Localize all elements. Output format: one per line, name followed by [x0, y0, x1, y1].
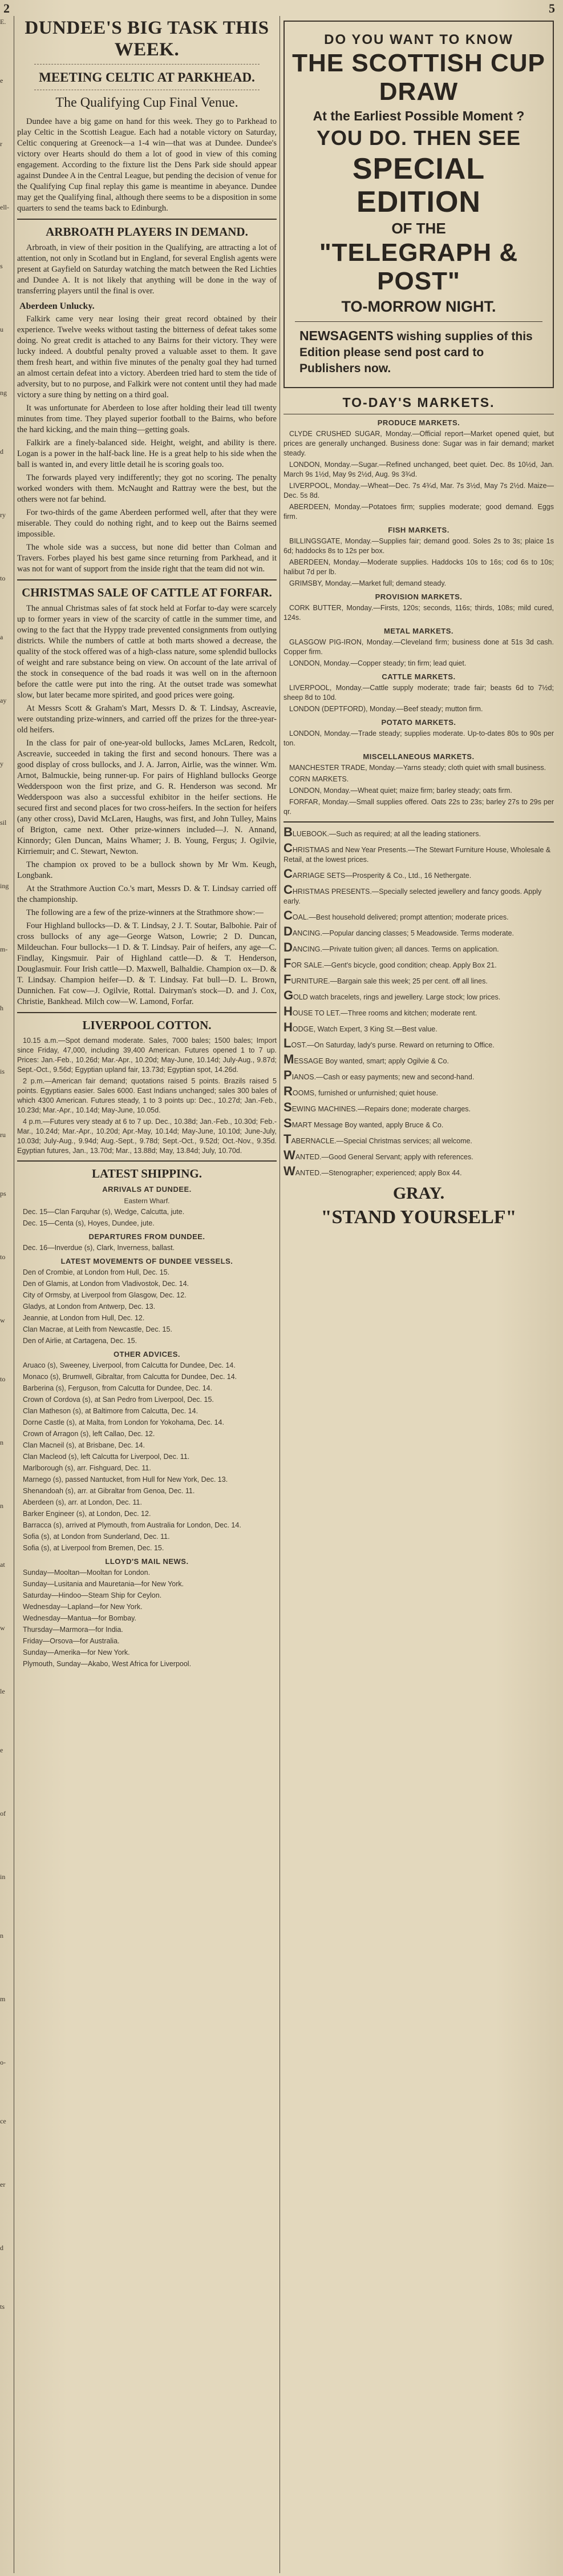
market-report: GLASGOW PIG-IRON, Monday.—Cleveland firm; business done at 51s 3d cash. Copper firm.: [283, 638, 554, 656]
right-column: [283, 17, 554, 2569]
shipping-line: Shenandoah (s), arr. at Gibraltar from Genoa, Dec. 11.: [23, 1487, 195, 1495]
article-paragraph: Arbroath, in view of their position in the Qualifying, are attracting a lot of attention, not only in Scotland but in England, for several English agents were present at Gayfield on Saturday watching the match between the Red Lichties and Dundee A. It is not likely that anything will be done in the way of transferring players until the final is over.: [17, 243, 277, 296]
advert-line: At the Earliest Possible Moment ?: [313, 108, 525, 123]
gutter-fragment: ce: [0, 2117, 6, 2125]
arbroath-article: [17, 243, 277, 297]
classified-ad: [283, 1086, 554, 1098]
gutter-fragment: to: [0, 574, 6, 582]
article-paragraph: The whole side was a success, but none did better than Colman and Travers. Forbes played his best game since returning from Parkhead, and it was not for want of support from the inside right that the team did not win.: [17, 543, 277, 574]
classified-text: ANTED.—Good General Servant; apply with references.: [295, 1153, 473, 1161]
classified-initial: B: [283, 825, 293, 839]
gutter-fragment: of: [0, 1809, 6, 1817]
left-page-number: 2: [3, 1, 10, 15]
report-paragraph: 10.15 a.m.—Spot demand moderate. Sales, 7000 bales; 1500 bales; Import since Friday, 47,000, including 39,400 American. Futures opened 1 to 7 up. Prices: Jan.-Feb., 10.26d; Mar.-Apr., 10.20d; May-June, 10.14d; July-Aug., 9.87d; Sept.-Oct., 9.56d; Egyptian upland fair, 13.73d; Egyptian spot, 14.26d.: [17, 1037, 277, 1074]
classified-initial: S: [283, 1116, 292, 1130]
market-report: GRIMSBY, Monday.—Market full; demand steady.: [289, 579, 447, 587]
classified-text: URNITURE.—Bargain sale this week; 25 per cent. off all lines.: [291, 977, 488, 985]
advert-line: YOU DO. THEN SEE: [316, 126, 521, 150]
article-paragraph: Four Highland bullocks—D. & T. Lindsay, 2 J. T. Soutar, Balbohie. Pair of cross bullocks of any age—George Watson, Lowrie; 2 D. Duncan, Mildeuchan. Four bullocks—1 D. & T. Lindsay. Pair of heifers, any age—C. Findlay, Kingsmuir. Pair of Highland cattle—D. & T. Henderson, Douglasmuir. Four Irish cattle—D. Maxwell, Balhaldie. Champion ox—D. & T. Lindsay. Champion heifer—D. & T. Lindsay. Fat bull—D. L. Brown, Dunnichen. Fat cow—J. Ogilvie, Rottal. Dairyman's stock—D. and J. Cox, Christie, Bankhead. Milch cow—W. Lamond, Forfar.: [17, 921, 277, 1006]
gutter-fragment: to: [0, 1253, 6, 1261]
shipping-line: Marnego (s), passed Nantucket, from Hull for New York, Dec. 13.: [23, 1476, 228, 1483]
report-paragraph: 4 p.m.—Futures very steady at 6 to 7 up. Dec., 10.38d; Jan.-Feb., 10.30d; Feb.-Mar., 10.24d; Mar.-Apr., 10.20d; Apr.-May, 10.14d; May-June, 10.10d; June-July, 10.03d; July-Aug., 9.94d; Aug.-Sept., 9.78d; Sept.-Oct., 9.52d; Oct.-Nov., 9.35d. Egyptian futures, Jan., 13.70d; Mar., 13.88d; May, 13.84d; July, 10.70d.: [17, 1118, 277, 1155]
classified-ad: [283, 974, 554, 986]
gutter-fragment: ing: [0, 882, 9, 890]
shipping-line: Dorne Castle (s), at Malta, from London for Yokohama, Dec. 14.: [23, 1418, 224, 1426]
classified-text: ABERNACLE.—Special Christmas services; all welcome.: [291, 1137, 472, 1145]
gutter-fragment: ell-: [0, 203, 9, 211]
shipping-line: Den of Crombie, at London from Hull, Dec. 15.: [23, 1268, 170, 1276]
gutter-text-fragments: [0, 17, 13, 2574]
gutter-fragment: a: [0, 633, 3, 641]
market-report: LONDON (DEPTFORD), Monday.—Beef steady; mutton firm.: [289, 705, 483, 713]
advert-line: TO-MORROW NIGHT.: [341, 298, 496, 315]
classified-ad: [283, 1054, 554, 1066]
classified-text: OUSE TO LET.—Three rooms and kitchen; moderate rent.: [292, 1009, 477, 1017]
classified-text: OOMS, furnished or unfurnished; quiet house.: [292, 1089, 438, 1097]
divider: [295, 321, 542, 322]
market-report: BILLINGSGATE, Monday.—Supplies fair; demand good. Soles 2s to 3s; plaice 1s 6d; haddocks 8s to 12s per box.: [283, 537, 554, 555]
classified-ad: [283, 827, 554, 839]
article-paragraph: The champion ox proved to be a bullock shown by Mr Wm. Keugh, Longbank.: [17, 860, 277, 880]
cotton-headline: LIVERPOOL COTTON.: [82, 1018, 212, 1032]
shipping-section-heading: LLOYD'S MAIL NEWS.: [105, 1557, 189, 1566]
classified-ad: [283, 1118, 554, 1130]
classified-ad: [283, 1134, 554, 1146]
gutter-fragment: ts: [0, 2303, 5, 2311]
classified-text: HRISTMAS PRESENTS.—Specially selected jewellery and fancy goods. Apply early.: [283, 888, 542, 905]
classified-initial: C: [283, 882, 293, 897]
market-section-heading: PRODUCE MARKETS.: [377, 418, 460, 427]
market-report: ABERDEEN, Monday.—Moderate supplies. Haddocks 10s to 16s; cod 6s to 10s; halibut 7d per lb.: [283, 558, 554, 576]
classified-text: ODGE, Watch Expert, 3 King St.—Best value.: [292, 1025, 438, 1033]
market-report: LIVERPOOL, Monday.—Wheat—Dec. 7s 4¾d, Mar. 7s 3½d, May 7s 2½d. Maize—Dec. 5s 8d.: [283, 482, 554, 499]
classified-initial: C: [283, 841, 293, 855]
shipping-line: Clan Matheson (s), at Baltimore from Calcutta, Dec. 14.: [23, 1407, 199, 1415]
shipping-line: Crown of Arragon (s), left Callao, Dec. 12.: [23, 1430, 155, 1438]
gutter-fragment: ng: [0, 389, 7, 397]
article-paragraph: It was unfortunate for Aberdeen to lose after holding their lead till twenty minutes from time. They played superior football to the Bairns, who before the hard kicking, and the main thing—getting goals.: [17, 404, 277, 434]
classified-ad: [283, 1022, 554, 1034]
shipping-line: Wednesday—Mantua—for Bombay.: [23, 1614, 136, 1622]
forfar-headline: CHRISTMAS SALE OF CATTLE AT FORFAR.: [22, 586, 272, 599]
gutter-fragment: ry: [0, 511, 6, 519]
classified-initial: T: [283, 1132, 291, 1146]
right-page-number: 5: [549, 1, 555, 15]
gutter-fragment: n: [0, 1438, 3, 1446]
advert-line: THE SCOTTISH CUP DRAW: [292, 49, 545, 106]
article-paragraph: At Messrs Scott & Graham's Mart, Messrs D. & T. Lindsay, Ascreavie, were outstanding prize-winners, and carried off the prizes for the three-year-old heifers.: [17, 704, 277, 735]
gutter-fragment: h: [0, 1004, 3, 1012]
falkirk-article: [17, 314, 277, 575]
market-report: LIVERPOOL, Monday.—Cattle supply moderate; trade fair; beasts 6d to 7½d; sheep 8d to 10d.: [283, 684, 554, 702]
shipping-line: Crown of Cordova (s), at San Pedro from Liverpool, Dec. 15.: [23, 1396, 214, 1404]
article-paragraph: Falkirk are a finely-balanced side. Height, weight, and ability is there. Logan is a power in the half-back line. He is a great help to his side when the ball is wanted in, and every little detail he is scoring goals too.: [17, 438, 277, 469]
classified-initial: H: [283, 1004, 293, 1018]
newsagents-label: NEWSAGENTS: [299, 328, 394, 343]
article-paragraph: The following are a few of the prize-winners at the Strathmore show:—: [26, 908, 264, 917]
classified-text: IANOS.—Cash or easy payments; new and second-hand.: [291, 1073, 475, 1081]
market-report: FORFAR, Monday.—Small supplies offered. Oats 22s to 23s; barley 27s to 29s per qr.: [283, 798, 554, 816]
special-edition-advert: [283, 21, 554, 388]
advert-line: "TELEGRAPH & POST": [319, 239, 519, 295]
gutter-fragment: d: [0, 448, 3, 455]
classified-text: OR SALE.—Gent's bicycle, good condition; cheap. Apply Box 21.: [291, 961, 497, 969]
shipping-line: Dec. 16—Inverdue (s), Clark, Inverness, ballast.: [23, 1244, 175, 1252]
article-paragraph: At the Strathmore Auction Co.'s mart, Messrs D. & T. Lindsay carried off the championship.: [17, 884, 277, 904]
shipping-line: Clan Macleod (s), left Calcutta for Liverpool, Dec. 11.: [23, 1453, 190, 1461]
shipping-line: Sunday—Lusitania and Mauretania—for New York.: [23, 1580, 184, 1588]
shipping-line: Thursday—Marmora—for India.: [23, 1626, 123, 1634]
article-paragraph: For two-thirds of the game Aberdeen performed well, after that they were miserable. They could do nothing right, and to keep out the Bairns seemed impossible.: [17, 508, 277, 539]
market-report: CORK BUTTER, Monday.—Firsts, 120s; seconds, 116s; thirds, 108s; mild cured, 124s.: [283, 604, 554, 622]
advert-line: OF THE: [391, 220, 446, 237]
classified-ad: [283, 1150, 554, 1162]
classified-initial: F: [283, 956, 291, 970]
gutter-fragment: le: [0, 1687, 5, 1695]
classifieds-list: [283, 827, 554, 1178]
shipping-section-heading: DEPARTURES FROM DUNDEE.: [88, 1232, 205, 1241]
shipping-list: [17, 1184, 277, 1669]
shipping-line: Den of Glamis, at London from Vladivostok, Dec. 14.: [23, 1280, 189, 1288]
left-column: [17, 17, 277, 2569]
shipping-section-heading: ARRIVALS AT DUNDEE.: [102, 1185, 192, 1194]
classified-initial: C: [283, 866, 293, 881]
gutter-fragment: sil: [0, 819, 7, 827]
shipping-section-subheading: Eastern Wharf.: [124, 1197, 170, 1205]
market-report: LONDON, Monday.—Wheat quiet; maize firm; barley steady; oats firm.: [289, 787, 512, 795]
shipping-line: Monaco (s), Brumwell, Gibraltar, from Calcutta for Dundee, Dec. 14.: [23, 1373, 237, 1381]
shipping-line: Barracca (s), arrived at Plymouth, from Australia for London, Dec. 14.: [23, 1521, 241, 1529]
shipping-line: Clan Macneil (s), at Brisbane, Dec. 14.: [23, 1441, 145, 1449]
classified-ad: [283, 926, 554, 938]
markets-title: TO-DAY'S MARKETS.: [342, 395, 495, 410]
classified-text: OLD watch bracelets, rings and jewellery. Large stock; low prices.: [293, 993, 501, 1001]
dundee-article: [17, 116, 277, 214]
gutter-fragment: m-: [0, 945, 8, 953]
market-section-heading: POTATO MARKETS.: [381, 718, 456, 727]
market-section-heading: CATTLE MARKETS.: [382, 672, 456, 681]
shipping-line: Aberdeen (s), arr. at London, Dec. 11.: [23, 1498, 142, 1506]
gutter-fragment: n: [0, 1502, 3, 1510]
article-paragraph: The forwards played very indifferently; they got no scoring. The penalty worked wonders with them. McNaught and Rattray were the best, but the others were not far behind.: [17, 473, 277, 504]
article-paragraph: Dundee have a big game on hand for this week. They go to Parkhead to play Celtic in the Scottish League. Each had a notable victory on Saturday, Celtic conquering at Greenock—a 1-4 win—that was at Dundee. Dundee's victory over Hearts should do them a lot of good in view of this coming engagement. According to the fixture list the Dens Park side should appear against Dundee A in the Central League, but pending the decision of venue for the Qualifying Cup final replay this game is meantime in abeyance. Dundee may get the Qualifying final, although there seems to be a disposition in some quarters to send the teams back to Edinburgh.: [17, 117, 277, 213]
advert-line: DO YOU WANT TO KNOW: [324, 32, 513, 47]
dundee-subhead-2: The Qualifying Cup Final Venue.: [55, 95, 238, 110]
classified-initial: P: [283, 1068, 292, 1082]
shipping-line: Barberina (s), Ferguson, from Calcutta for Dundee, Dec. 14.: [23, 1384, 213, 1392]
market-section-heading: FISH MARKETS.: [388, 526, 449, 534]
gutter-fragment: e: [0, 76, 3, 84]
section-divider: [17, 219, 277, 220]
classified-ad: [283, 866, 554, 881]
arbroath-subheading: Aberdeen Unlucky.: [19, 301, 95, 311]
gutter-fragment: er: [0, 2180, 6, 2188]
classified-ad: [283, 958, 554, 970]
gutter-fragment: n: [0, 1932, 3, 1940]
shipping-section-heading: OTHER ADVICES.: [113, 1350, 181, 1358]
gutter-fragment: at: [0, 1561, 5, 1569]
classified-ad: [283, 1166, 554, 1178]
newsagents-note: [289, 325, 548, 381]
gutter-fragment: in: [0, 1873, 6, 1881]
classified-initial: W: [283, 1148, 295, 1162]
classified-text: EWING MACHINES.—Repairs done; moderate charges.: [291, 1105, 471, 1113]
dundee-subhead: MEETING CELTIC AT PARKHEAD.: [39, 70, 255, 84]
shipping-line: Barker Engineer (s), at London, Dec. 12.: [23, 1510, 151, 1518]
market-report: CLYDE CRUSHED SUGAR, Monday.—Official report—Market opened quiet, but prices are generally unchanged. Business done: Sugar was in fair demand; market steady.: [283, 430, 554, 457]
shipping-line: Sofia (s), at London from Sunderland, Dec. 11.: [23, 1533, 170, 1541]
classified-initial: C: [283, 908, 293, 922]
shipping-line: Aruaco (s), Sweeney, Liverpool, from Calcutta for Dundee, Dec. 14.: [23, 1361, 236, 1369]
classified-initial: F: [283, 972, 291, 986]
advert-line: SPECIAL EDITION: [352, 152, 485, 219]
classified-text: OAL.—Best household delivered; prompt attention; moderate prices.: [292, 913, 509, 921]
gutter-fragment: d: [0, 2244, 3, 2252]
gutter-fragment: E.: [0, 18, 6, 26]
cotton-report: [17, 1036, 277, 1156]
classified-ad: [283, 1070, 554, 1082]
shipping-line: Sunday—Amerika—for New York.: [23, 1648, 130, 1656]
section-divider: [17, 1160, 277, 1162]
classified-initial: R: [283, 1084, 293, 1098]
gutter-fragment: m: [0, 1995, 6, 2003]
report-paragraph: 2 p.m.—American fair demand; quotations raised 5 points. Brazils raised 5 points. Egyptians easier. Sales 6000. East Indians unchanged; sales 300 bales of which 4300 American. Futures steady, 1 to 3 points up: Dec., 10.27d; Jan.-Feb., 10.23d; Mar.-Apr., 10.14d; May-June, 10.05d.: [17, 1077, 277, 1114]
gutter-fragment: u: [0, 325, 3, 333]
market-report: MANCHESTER TRADE, Monday.—Yarns steady; cloth quiet with small business.: [289, 764, 546, 772]
classified-text: HRISTMAS and New Year Presents.—The Stewart Furniture House, Wholesale & Retail, at the lowest prices.: [283, 846, 551, 864]
shipping-line: Sofia (s), at Liverpool from Bremen, Dec. 15.: [23, 1544, 164, 1552]
classified-ad: [283, 882, 554, 906]
gutter-fragment: is: [0, 1067, 5, 1075]
shipping-line: Dec. 15—Clan Farquhar (s), Wedge, Calcutta, jute.: [23, 1208, 185, 1216]
market-report: LONDON, Monday.—Trade steady; supplies moderate. Up-to-dates 80s to 90s per ton.: [283, 729, 554, 747]
shipping-line: Sunday—Mooltan—Mooltan for London.: [23, 1569, 151, 1577]
shipping-line: Jeannie, at London from Hull, Dec. 12.: [23, 1314, 145, 1322]
article-paragraph: Falkirk came very near losing their great record obtained by their experience. Twelve weeks without tasting the bitterness of defeat takes some doing. No great credit is attached to any Bairns for their victory. They were lucky indeed. A doubtful penalty proved a valuable asset to them. It gave them fresh heart, and within five minutes of the penalty goal they had turned an almost certain defeat into a victory. Aberdeen tried hard to stem the tide of adversity, but to no purpose, and Falkirk were not content until they had made victory a sure thing by netting on a third goal.: [17, 315, 277, 400]
gutter-fragment: to: [0, 1375, 6, 1383]
section-divider: [17, 1012, 277, 1013]
market-report: CORN MARKETS.: [289, 775, 349, 783]
article-paragraph: In the class for pair of one-year-old bullocks, James McLaren, Redcolt, Ascreavie, succeeded in taking the first and second honours. There was a good display of cross bullocks, and J. A. Jarron, Airlie, was the winner. Wm. Arnot, Balmuckie, being runner-up. For pairs of Highland bullocks George Wedderspoon won the first prize, and G. R. Henderson was second. Mr Wedderspoon was also a successful exhibitor in the heifer sections. He secured first and second places for two cross-heifers. In the section for heifers (any other cross), David McLaren, Haughs, was first, and John Tulley, Mains of Brigton, came next. Other prize-winners included—J. N. Annand, Kinnordy; Glen Duncan, Mains Whamer; J. B. Young, Fergus; J. Ogilvie, Kirriemuir; and C. Stewart, Newton.: [17, 739, 277, 856]
shipping-line: Den of Airlie, at Cartagena, Dec. 15.: [23, 1337, 137, 1345]
classified-ad: [283, 990, 554, 1002]
classified-text: ANTED.—Stenographer; experienced; apply Box 44.: [295, 1169, 462, 1177]
gutter-fragment: ay: [0, 696, 7, 704]
classified-initial: D: [283, 924, 293, 938]
classified-initial: H: [283, 1020, 293, 1034]
classified-ad: [283, 843, 554, 865]
shipping-line: Dec. 15—Centa (s), Hoyes, Dundee, jute.: [23, 1219, 155, 1227]
shipping-line: Wednesday—Lapland—for New York.: [23, 1603, 143, 1611]
market-section-heading: PROVISION MARKETS.: [375, 592, 463, 601]
gutter-fragment: r: [0, 140, 2, 148]
classified-ad: [283, 1038, 554, 1050]
classified-initial: W: [283, 1164, 295, 1178]
arbroath-headline: ARBROATH PLAYERS IN DEMAND.: [46, 225, 248, 239]
classified-initial: L: [283, 1036, 291, 1050]
market-report: LONDON, Monday.—Copper steady; tin firm; lead quiet.: [289, 659, 467, 667]
classified-ad: [283, 1006, 554, 1018]
classified-initial: M: [283, 1052, 294, 1066]
shipping-headline: LATEST SHIPPING.: [92, 1167, 202, 1180]
gutter-fragment: w: [0, 1624, 5, 1632]
classified-initial: S: [283, 1100, 292, 1114]
classified-text: OST.—On Saturday, lady's purse. Reward on returning to Office.: [291, 1041, 495, 1049]
section-divider: [283, 821, 554, 823]
gutter-fragment: y: [0, 760, 3, 768]
shipping-section-heading: LATEST MOVEMENTS OF DUNDEE VESSELS.: [60, 1257, 233, 1265]
shipping-line: City of Ormsby, at Liverpool from Glasgow, Dec. 12.: [23, 1291, 187, 1299]
shipping-line: Marlborough (s), arr. Fishguard, Dec. 11.: [23, 1464, 151, 1472]
newsagents-text: wishing supplies of this Edition please send post card to Publishers now.: [299, 330, 533, 375]
gutter-fragment: s: [0, 262, 3, 270]
market-section-heading: METAL MARKETS.: [383, 627, 454, 635]
gutter-fragment: w: [0, 1316, 5, 1324]
classified-text: LUEBOOK.—Such as required; at all the leading stationers.: [292, 830, 481, 838]
shipping-line: Friday—Orsova—for Australia.: [23, 1637, 120, 1645]
stand-yourself-advert: "STAND YOURSELF": [321, 1207, 517, 1228]
article-paragraph: The annual Christmas sales of fat stock held at Forfar to-day were scarcely up to former years in view of the scarcity of cattle in the summer time, and owing to the fact that the Hyppy trade prevented consignments from outlying districts. While the numbers of cattle at both marts showed a decrease, the quality of the stock offered was of a high-class nature, some splendid bullocks of weight and rare substance being on view. On account of the late arrival of the stock in consequence of the bad roads it was well on in the afternoon before the cattle were put into the ring. At the outset trade was somewhat slow, but later became more spirited, and good prices were going.: [17, 604, 277, 700]
gutter-fragment: e: [0, 1746, 3, 1754]
classified-ad: [283, 942, 554, 954]
shipping-line: Gladys, at London from Antwerp, Dec. 13.: [23, 1303, 156, 1311]
market-section-heading: MISCELLANEOUS MARKETS.: [363, 752, 475, 761]
market-report: LONDON, Monday.—Sugar.—Refined unchanged, beet quiet. Dec. 8s 10½d, Jan. March 9s 1½d, May 9s 2½d, Aug. 9s 3¾d.: [283, 461, 554, 478]
dundee-headline: DUNDEE'S BIG TASK THIS WEEK.: [25, 18, 269, 60]
gutter-fragment: o-: [0, 2058, 6, 2066]
market-report: ABERDEEN, Monday.—Potatoes firm; supplies moderate; good demand. Eggs firm.: [283, 503, 554, 521]
classified-ad: [283, 910, 554, 922]
classified-text: MART Message Boy wanted, apply Bruce & Co.: [291, 1121, 444, 1129]
gray-advert: GRAY.: [392, 1184, 445, 1203]
classified-text: ANCING.—Private tuition given; all dances. Terms on application.: [292, 945, 499, 953]
shipping-line: Clan Macrae, at Leith from Newcastle, Dec. 15.: [23, 1325, 172, 1333]
shipping-line: Saturday—Hindoo—Steam Ship for Ceylon.: [23, 1591, 162, 1599]
classified-text: ANCING.—Popular dancing classes; 5 Meadowside. Terms moderate.: [292, 929, 515, 937]
shipping-line: Plymouth, Sunday—Akabo, West Africa for Liverpool.: [23, 1660, 192, 1668]
gutter-fragment: ps: [0, 1190, 6, 1198]
classified-text: ESSAGE Boy wanted, smart; apply Ogilvie & Co.: [294, 1057, 449, 1065]
classified-text: ARRIAGE SETS—Prosperity & Co., Ltd., 16 Nethergate.: [292, 872, 472, 880]
section-divider: [17, 579, 277, 580]
markets-list: [283, 418, 554, 817]
forfar-article: [17, 603, 277, 1007]
classified-initial: G: [283, 988, 294, 1002]
classified-ad: [283, 1102, 554, 1114]
classified-initial: D: [283, 940, 293, 954]
gutter-fragment: ru: [0, 1131, 6, 1139]
